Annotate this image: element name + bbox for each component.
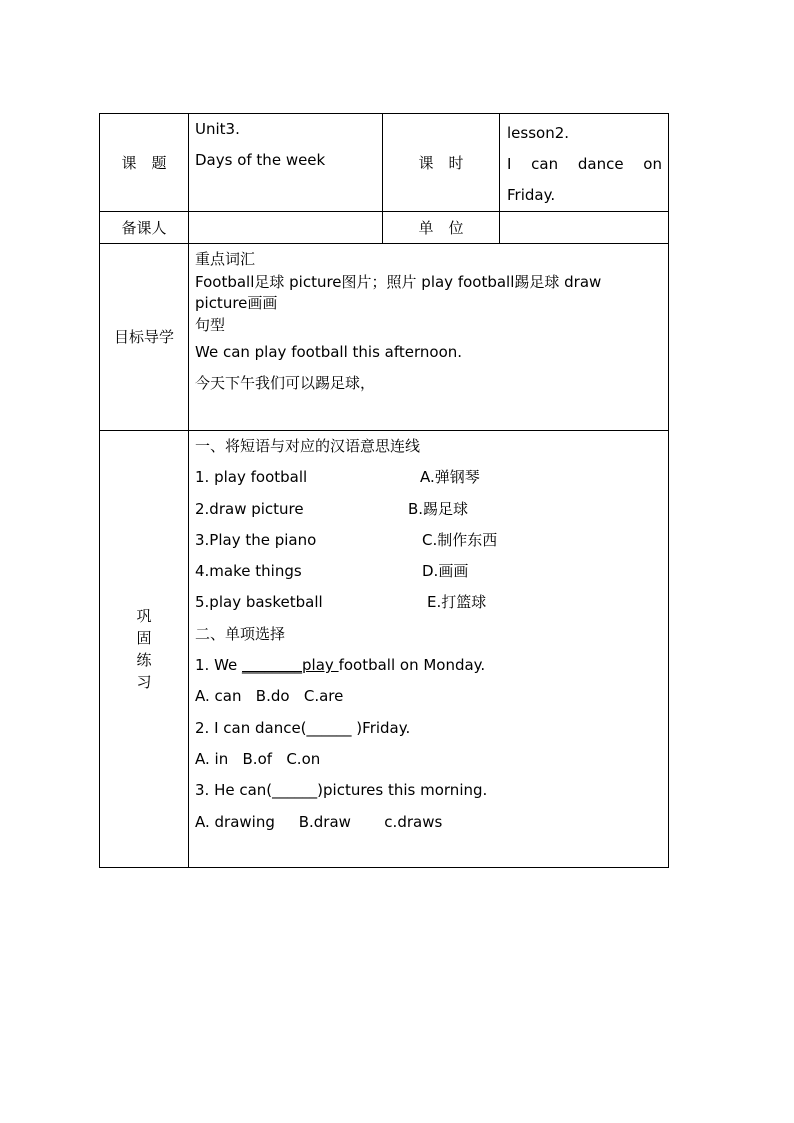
matching-item-5	[195, 587, 662, 618]
vocab-line-2: picture画画	[195, 294, 278, 312]
pattern-heading: 句型	[195, 316, 226, 334]
practice-label-char-4: 习	[136, 673, 152, 691]
row-practice	[100, 431, 669, 868]
unit-title-cell	[189, 114, 383, 212]
pattern-chinese: 今天下午我们可以踢足球，	[195, 374, 376, 392]
row-topic	[100, 114, 669, 212]
question-1-suffix: football on Monday.	[338, 656, 486, 675]
preparer-label: 备课人	[121, 218, 167, 237]
unit-number: Unit3.	[195, 120, 240, 138]
unit-label: 单 位	[418, 218, 464, 237]
question-1-prefix: 1. We	[195, 656, 243, 675]
lesson-plan-table	[99, 113, 669, 868]
practice-content-cell	[189, 431, 669, 868]
section1-title: 一、将短语与对应的汉语意思连线	[195, 437, 421, 455]
practice-label-cell	[100, 431, 189, 868]
period-label: 课 时	[418, 153, 464, 172]
row-preparer	[100, 212, 669, 244]
period-label-cell	[383, 114, 500, 212]
topic-label-cell	[100, 114, 189, 212]
pattern-english: We can play football this afternoon.	[195, 343, 463, 361]
matching-item-4	[195, 556, 662, 587]
vocab-heading: 重点词汇	[195, 250, 256, 268]
practice-label	[135, 605, 153, 693]
goals-label-cell	[100, 244, 189, 431]
vocab-line-1: Football足球 picture图片；照片 play football踢足球 draw	[195, 273, 602, 291]
practice-label-char-2: 固	[136, 629, 152, 647]
lesson-number: lesson2.	[507, 124, 570, 142]
matching-right-4: D.画画	[422, 562, 469, 581]
section2-title: 二、单项选择	[195, 624, 286, 643]
matching-left-4: 4.make things	[195, 562, 302, 581]
question-2-options: A. in B.of C.on	[195, 749, 321, 768]
row-goals	[100, 244, 669, 431]
matching-right-2: B.踢足球	[408, 499, 469, 518]
matching-left-3: 3.Play the piano	[195, 530, 317, 549]
matching-left-1: 1. play football	[195, 468, 308, 487]
practice-label-char-3: 练	[136, 651, 152, 669]
goals-label: 目标导学	[113, 328, 174, 346]
preparer-value-cell	[189, 212, 383, 244]
preparer-label-cell	[100, 212, 189, 244]
matching-right-3: C.制作东西	[422, 530, 498, 549]
matching-item-1	[195, 462, 662, 493]
question-1	[195, 650, 662, 681]
topic-label: 课 题	[121, 153, 167, 172]
question-2: 2. I can dance(______ )Friday.	[195, 718, 411, 737]
lesson-cell	[500, 114, 669, 212]
matching-right-5: E.打篮球	[427, 593, 487, 612]
matching-right-1: A.弹钢琴	[420, 468, 480, 487]
lesson-title-line1: I can dance on	[507, 155, 662, 173]
question-1-options: A. can B.do C.are	[195, 687, 344, 706]
unit-label-cell	[383, 212, 500, 244]
matching-item-2	[195, 494, 662, 525]
lesson-title-line2: Friday.	[507, 186, 556, 204]
matching-item-3	[195, 525, 662, 556]
question-3: 3. He can(______)pictures this morning.	[195, 781, 488, 800]
practice-label-char-1: 巩	[136, 607, 152, 625]
goals-content-cell	[189, 244, 669, 431]
unit-title: Days of the week	[195, 151, 326, 169]
question-1-blank: ________play	[242, 656, 339, 675]
matching-left-2: 2.draw picture	[195, 499, 304, 518]
matching-left-5: 5.play basketball	[195, 593, 323, 612]
unit-value-cell	[500, 212, 669, 244]
question-3-options: A. drawing B.draw c.draws	[195, 812, 443, 831]
